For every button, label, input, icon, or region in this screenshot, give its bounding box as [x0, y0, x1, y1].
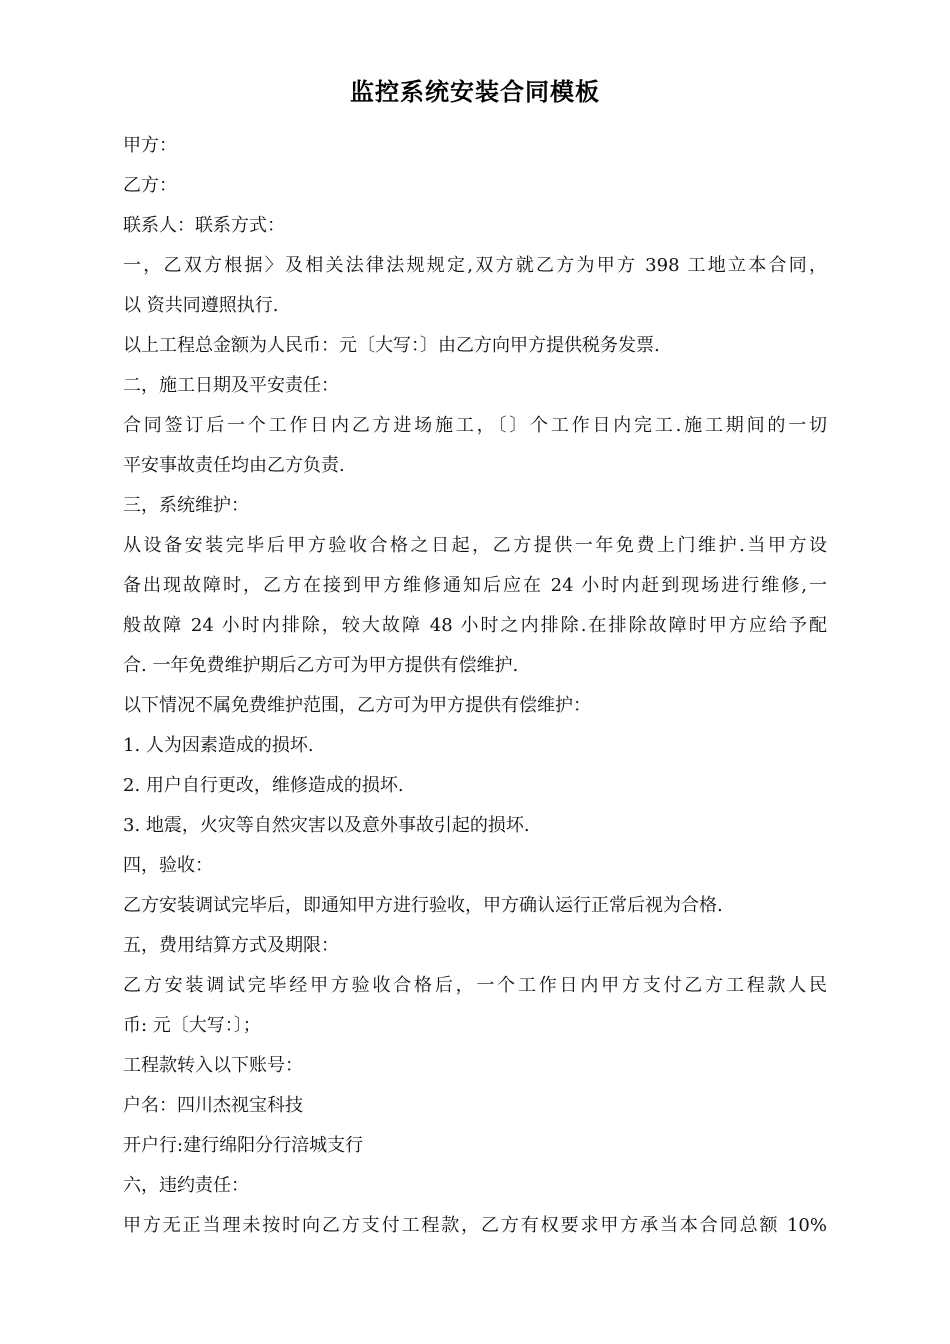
list-item: 1. 人为因素造成的损坏. — [123, 735, 314, 756]
paragraph-line: 从设备安装完毕后甲方验收合格之日起，乙方提供一年免费上门维护.当甲方设 — [123, 535, 827, 556]
account-name-line: 户名：四川杰视宝科技 — [123, 1095, 303, 1116]
bank-line: 开户行:建行绵阳分行涪城支行 — [123, 1135, 364, 1156]
paragraph-line: 平安事故责任均由乙方负责. — [123, 455, 345, 476]
document-title: 监控系统安装合同模板 — [350, 78, 600, 106]
paragraph-line: 合同签订后一个工作日内乙方进场施工，〔〕个工作日内完工.施工期间的一切 — [123, 415, 827, 436]
paragraph-line: 工程款转入以下账号： — [123, 1055, 303, 1076]
paragraph-line: 以上工程总金额为人民币：元〔大写：〕由乙方向甲方提供税务发票. — [123, 335, 660, 356]
contact-line: 联系人：联系方式： — [123, 215, 285, 236]
paragraph-line: 乙方安装调试完毕后，即通知甲方进行验收，甲方确认运行正常后视为合格. — [123, 895, 723, 916]
party-a-line: 甲方： — [123, 135, 177, 156]
paragraph-line: 以下情况不属免费维护范围，乙方可为甲方提供有偿维护： — [123, 695, 591, 716]
list-item: 3. 地震，火灾等自然灾害以及意外事故引起的损坏. — [123, 815, 530, 836]
paragraph-line: 备出现故障时，乙方在接到甲方维修通知后应在 24 小时内赶到现场进行维修,一 — [123, 575, 827, 596]
party-b-line: 乙方： — [123, 175, 177, 196]
paragraph-line: 以 资共同遵照执行. — [123, 295, 279, 316]
section-heading: 五，费用结算方式及期限： — [123, 935, 339, 956]
list-item: 2. 用户自行更改，维修造成的损坏. — [123, 775, 404, 796]
paragraph-line: 币: 元〔大写：〕； — [123, 1015, 261, 1036]
section-heading: 二，施工日期及平安责任： — [123, 375, 339, 396]
section-heading: 三，系统维护： — [123, 495, 249, 516]
section-heading: 四，验收： — [123, 855, 213, 876]
document-body — [123, 126, 827, 1246]
paragraph-line: 般故障 24 小时内排除，较大故障 48 小时之内排除.在排除故障时甲方应给予配 — [123, 615, 827, 636]
paragraph-line: 合. 一年免费维护期后乙方可为甲方提供有偿维护. — [123, 655, 519, 676]
paragraph-line: 乙方安装调试完毕经甲方验收合格后，一个工作日内甲方支付乙方工程款人民 — [123, 975, 827, 996]
paragraph-line: 一，乙双方根据〉及相关法律法规规定,双方就乙方为甲方 398 工地立本合同， — [123, 255, 827, 276]
section-heading: 六，违约责任： — [123, 1175, 249, 1196]
paragraph-line: 甲方无正当理未按时向乙方支付工程款，乙方有权要求甲方承当本合同总额 10% — [123, 1215, 827, 1236]
